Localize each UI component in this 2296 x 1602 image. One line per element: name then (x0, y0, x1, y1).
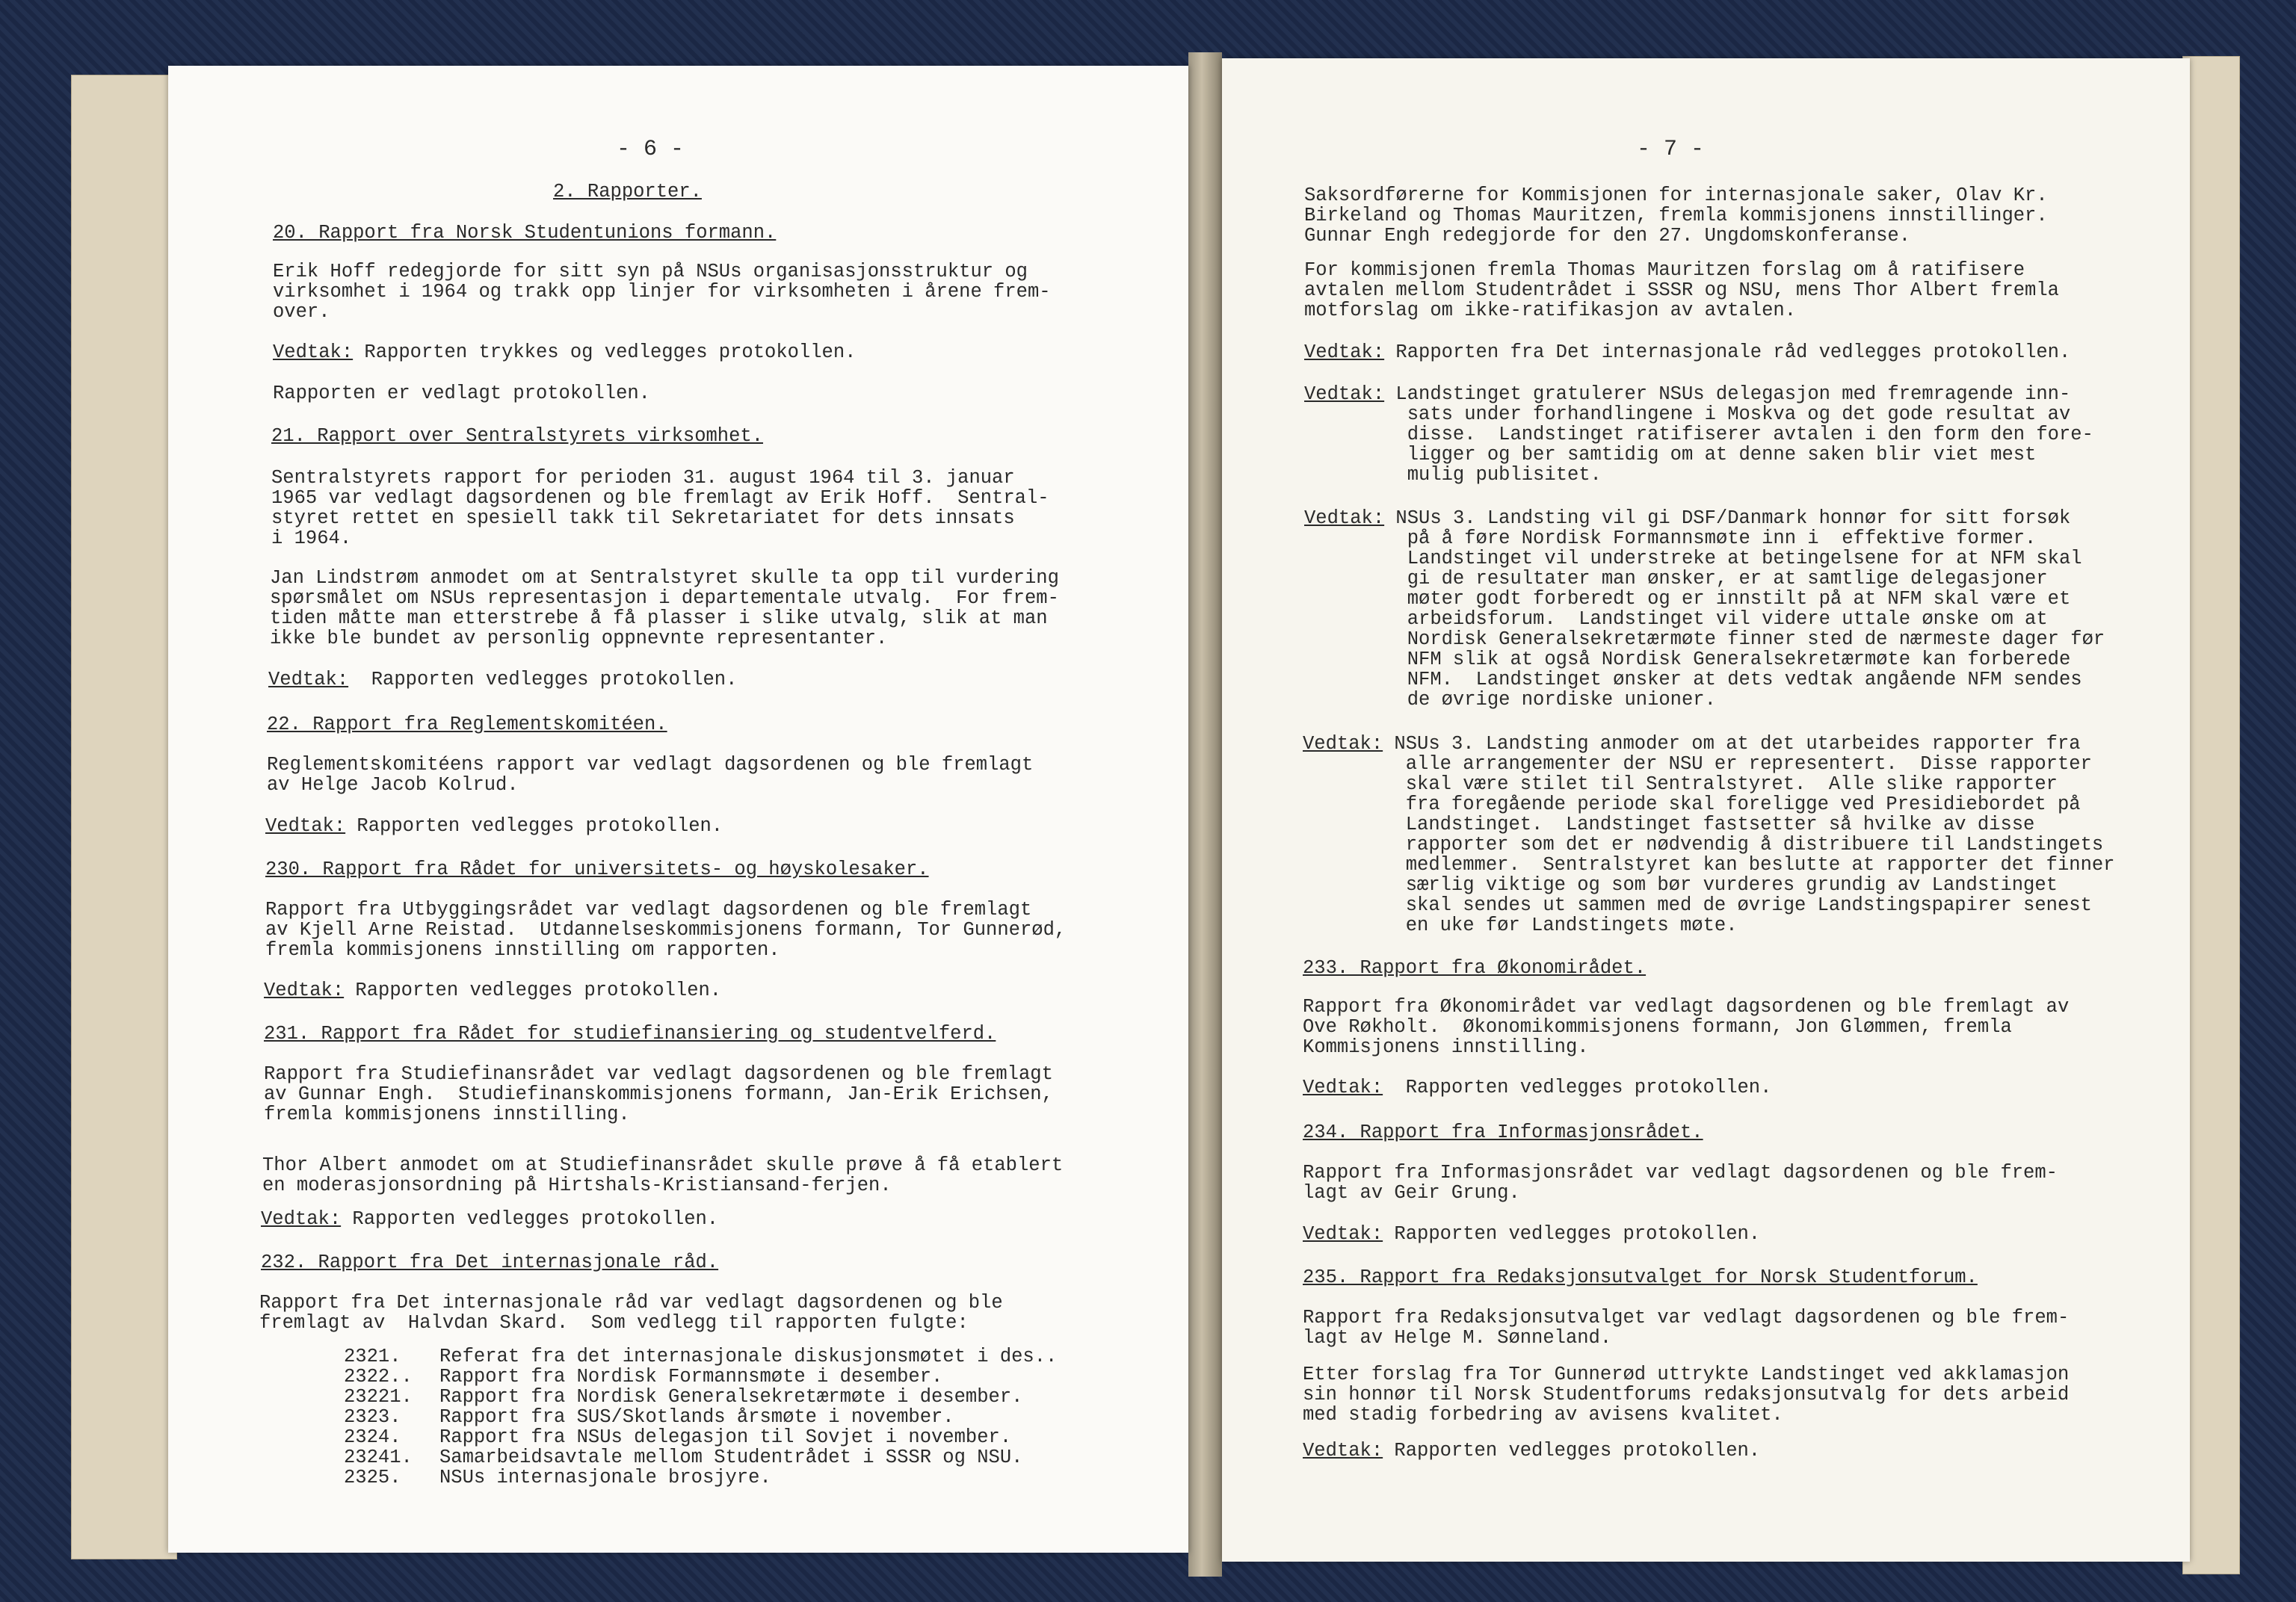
right-page (1222, 58, 2190, 1562)
paragraph-233: Rapport fra Økonomirådet var vedlagt dagsordenen og ble fremlagt av Ove Røkholt. Økonomikommisjonens formann, Jon Glømmen, fremla Kommisjonens innstilling. (1303, 996, 2070, 1058)
paragraph-231b: Thor Albert anmodet om at Studiefinansrådet skulle prøve å få etablert en moderasjonsordning på Hirtshals-Kristiansand-ferjen. (262, 1154, 1064, 1196)
list-item: 2324. Rapport fra NSUs delegasjon til Sovjet i november. (344, 1426, 1012, 1448)
heading-234: 234. Rapport fra Informasjonsrådet. (1303, 1122, 1703, 1143)
vedtak-230: Vedtak: Rapporten vedlegges protokollen. (264, 980, 722, 1001)
list-item: 2325. NSUs internasjonale brosjyre. (344, 1467, 771, 1488)
page-number: - 7 - (1637, 137, 1705, 162)
heading-20: 20. Rapport fra Norsk Studentunions formann. (273, 222, 777, 244)
vedtak-3: Vedtak: NSUs 3. Landsting vil gi DSF/Danmark honnør for sitt forsøk på å føre Nordisk Formannsmøte inn i effektive former. Landstinget vil understreke at betingelsene for at NFM skal gi de resultater man ønsker, er at samtlige delegasjoner møter godt forberedt og er innstilt på at NFM skal være et arbeidsforum. Landstinget vil videre uttale ønske om at Nordisk Generalsekretærmøte finner sted de nærmeste dager før NFM slik at også Nordisk Generalsekretærmøte kan forberede NFM. Landstinget ønsker at dets vedtak angående NFM sendes de øvrige nordiske unioner. (1304, 507, 2105, 711)
vedtak-231: Vedtak: Rapporten vedlegges protokollen. (261, 1208, 719, 1230)
page-stack-right (2182, 56, 2240, 1574)
list-item: 2321. Referat fra det internasjonale diskusjonsmøtet i des.. (344, 1346, 1058, 1367)
vedtak-2: Vedtak: Landstinget gratulerer NSUs delegasjon med fremragende inn- sats under forhandlingene i Moskva og det gode resultat av disse. Landstinget ratifiserer avtalen i den form den fore- ligger og ber samtidig om at denne saken blir viet mest mulig publisitet. (1304, 383, 2093, 486)
paragraph-20: Erik Hoff redegjorde for sitt syn på NSUs organisasjonsstruktur og virksomhet i 1964 og trakk opp linjer for virksomheten i årene frem- over. (273, 261, 1051, 323)
paragraph-232: Rapport fra Det internasjonale råd var vedlagt dagsordenen og ble fremlagt av Halvdan Skard. Som vedlegg til rapporten fulgte: (259, 1292, 1003, 1334)
vedtak-235: Vedtak: Rapporten vedlegges protokollen. (1303, 1440, 1761, 1462)
paragraph-234: Rapport fra Informasjonsrådet var vedlagt dagsordenen og ble frem- lagt av Geir Grung. (1303, 1162, 2058, 1204)
list-item: 2323. Rapport fra SUS/Skotlands årsmøte i november. (344, 1406, 954, 1428)
paragraph-21a: Sentralstyrets rapport for perioden 31. august 1964 til 3. januar 1965 var vedlagt dagsordenen og ble fremlagt av Erik Hoff. Sentral- styret rettet en spesiell takk til Sekretariatet for dets innsats i 1964. (271, 467, 1049, 549)
paragraph-231a: Rapport fra Studiefinansrådet var vedlagt dagsordenen og ble fremlagt av Gunnar Engh. Studiefinanskommisjonens formann, Jan-Erik Erichsen, fremla kommisjonens innstilling. (264, 1063, 1053, 1125)
heading-233: 233. Rapport fra Økonomirådet. (1303, 957, 1647, 979)
book-gutter (1188, 52, 1222, 1577)
page-number: - 6 - (617, 137, 685, 162)
heading-230: 230. Rapport fra Rådet for universitets- og høyskolesaker. (265, 859, 929, 880)
paragraph-235b: Etter forslag fra Tor Gunnerød uttrykte Landstinget ved akklamasjon sin honnør til Norsk Studentforums redaksjonsutvalg for dets arbeid med stadig forbedring av avisens kvalitet. (1303, 1364, 2070, 1426)
paragraph-21b: Jan Lindstrøm anmodet om at Sentralstyret skulle ta opp til vurdering spørsmålet om NSUs representasjon i departementale utvalg. For frem- tiden måtte man etterstrebe å få plasser i slike utvalg, slik at man ikke ble bundet av personlig oppnevnte representanter. (270, 567, 1059, 649)
paragraph-2: For kommisjonen fremla Thomas Mauritzen forslag om å ratifisere avtalen mellom Studentrådet i SSSR og NSU, mens Thor Albert fremla motforslag om ikke-ratifikasjon av avtalen. (1304, 259, 2059, 321)
vedtak-233: Vedtak: Rapporten vedlegges protokollen. (1303, 1077, 1772, 1098)
left-page (168, 66, 1188, 1553)
list-item: 23241. Samarbeidsavtale mellom Studentrådet i SSSR og NSU. (344, 1447, 1023, 1468)
paragraph-1: Saksordførerne for Kommisjonen for internasjonale saker, Olav Kr. Birkeland og Thomas Mauritzen, fremla kommisjonens innstillinger. Gunnar Engh redegjorde for den 27. Ungdomskonferanse. (1304, 185, 2048, 247)
paragraph-235a: Rapport fra Redaksjonsutvalget var vedlagt dagsordenen og ble frem- lagt av Helge M. Sønneland. (1303, 1307, 2070, 1349)
heading-231: 231. Rapport fra Rådet for studiefinansiering og studentvelferd. (264, 1023, 996, 1045)
heading-235: 235. Rapport fra Redaksjonsutvalget for Norsk Studentforum. (1303, 1267, 1978, 1288)
vedtak-4: Vedtak: NSUs 3. Landsting anmoder om at det utarbeides rapporter fra alle arrangementer der NSU er representert. Disse rapporter skal være stilet til Sentralstyret. Alle slike rapporter fra foregående periode skal foreligge ved Presidiebordet på Landstinget. Landstinget fastsetter så hvilke av disse rapporter som det er nødvendig å distribuere til Landstingets medlemmer. Sentralstyret kan beslutte at rapporter det finner særlig viktige og som bør vurderes grundig av Landstinget skal sendes ut sammen med de øvrige Landstingspapirer senest en uke før Landstingets møte. (1303, 733, 2115, 936)
vedtak-22: Vedtak: Rapporten vedlegges protokollen. (265, 815, 723, 837)
heading-22: 22. Rapport fra Reglementskomitéen. (267, 714, 667, 735)
section-title: 2. Rapporter. (553, 181, 702, 202)
vedtak-21: Vedtak: Rapporten vedlegges protokollen. (268, 669, 738, 690)
page-stack-left (71, 75, 177, 1559)
paragraph-230: Rapport fra Utbyggingsrådet var vedlagt dagsordenen og ble fremlagt av Kjell Arne Reistad. Utdannelseskommisjonens formann, Tor Gunnerød, fremla kommisjonens innstilling om rapporten. (265, 899, 1067, 961)
vedtak-234: Vedtak: Rapporten vedlegges protokollen. (1303, 1223, 1761, 1245)
paragraph-22: Reglementskomitéens rapport var vedlagt dagsordenen og ble fremlagt av Helge Jacob Kolrud. (267, 754, 1034, 796)
paragraph-20b: Rapporten er vedlagt protokollen. (273, 383, 650, 404)
list-item: 23221. Rapport fra Nordisk Generalsekretærmøte i desember. (344, 1386, 1023, 1408)
heading-232: 232. Rapport fra Det internasjonale råd. (261, 1252, 719, 1273)
list-item: 2322.. Rapport fra Nordisk Formannsmøte i desember. (344, 1366, 943, 1388)
vedtak-20a: Vedtak: Rapporten trykkes og vedlegges protokollen. (273, 341, 857, 363)
heading-21: 21. Rapport over Sentralstyrets virksomhet. (271, 425, 764, 447)
vedtak-1: Vedtak: Rapporten fra Det internasjonale råd vedlegges protokollen. (1304, 341, 2071, 363)
